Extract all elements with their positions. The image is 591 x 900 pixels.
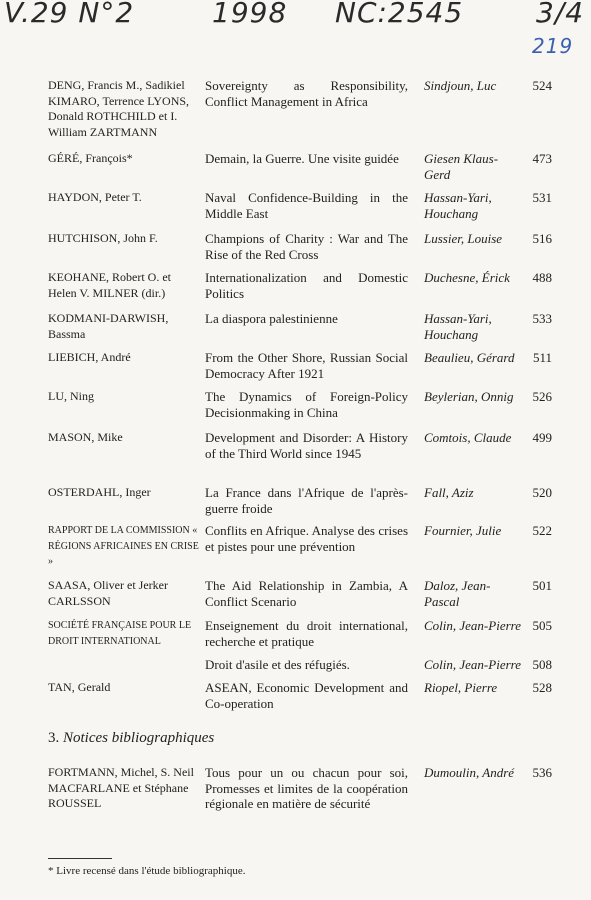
- entry-title: Demain, la Guerre. Une visite guidée: [205, 151, 399, 166]
- handwritten-nc: NC:2545: [335, 0, 464, 29]
- entry-title: From the Other Shore, Russian Social Democracy After 1921: [205, 350, 408, 381]
- entry-author: LU, Ning: [48, 389, 94, 403]
- entry-page: 488: [532, 270, 552, 285]
- entry-title: La France dans l'Afrique de l'après-guerre froide: [205, 485, 408, 516]
- handwritten-fraction: 3/4: [536, 0, 585, 29]
- notice-title: Tous pour un ou chacun pour soi, Promesses et limites de la coopération régionale en matière de sécurité: [205, 765, 408, 811]
- entry-reviewer: Lussier, Louise: [424, 231, 503, 246]
- entry-reviewer: Fournier, Julie: [424, 523, 502, 538]
- entry-page: 516: [532, 231, 552, 246]
- entry-title: Champions of Charity : War and The Rise of the Red Cross: [205, 231, 408, 262]
- handwritten-year: 1998: [212, 0, 288, 29]
- entry-author: KEOHANE, Robert O. et Helen V. MILNER (dir.): [48, 270, 171, 300]
- entry-author: MASON, Mike: [48, 430, 123, 444]
- entry-author: TAN, Gerald: [48, 680, 111, 694]
- entry-page: 520: [532, 485, 552, 500]
- entry-reviewer: Colin, Jean-Pierre: [424, 618, 521, 633]
- section-heading: [48, 730, 214, 747]
- footnote-rule: [48, 858, 112, 859]
- notice-author: FORTMANN, Michel, S. Neil MACFARLANE et Stéphane ROUSSEL: [48, 765, 194, 810]
- entry-reviewer: Colin, Jean-Pierre: [424, 657, 521, 672]
- entry-page: 526: [532, 389, 552, 404]
- notice-reviewer: Dumoulin, André: [424, 765, 515, 780]
- entry-page: 533: [532, 311, 552, 326]
- entry-title: ASEAN, Economic Development and Co-operation: [205, 680, 408, 711]
- entry-author: SAASA, Oliver et Jerker CARLSSON: [48, 578, 168, 608]
- entry-title: Internationalization and Domestic Politics: [205, 270, 408, 301]
- entry-page: 508: [532, 657, 552, 672]
- entry-author: RAPPORT DE LA COMMISSION « RÉGIONS AFRICAINES EN CRISE »: [48, 525, 199, 567]
- section-title: Notices bibliographiques: [63, 730, 215, 746]
- entry-reviewer: Duchesne, Érick: [424, 270, 510, 285]
- entry-page: 511: [532, 350, 552, 365]
- entry-reviewer: Hassan-Yari, Houchang: [424, 311, 492, 342]
- handwritten-annotations: [0, 0, 591, 70]
- entry-author: GÉRÉ, François*: [48, 151, 133, 165]
- entry-title: The Dynamics of Foreign-Policy Decisionmaking in China: [205, 389, 408, 420]
- entry-reviewer: Comtois, Claude: [424, 430, 512, 445]
- footnote: * Livre recensé dans l'étude bibliographique.: [48, 865, 246, 877]
- entry-author: DENG, Francis M., Sadikiel KIMARO, Terrence LYONS, Donald ROTHCHILD et I. William ZARTMANN: [48, 78, 190, 139]
- entry-page: 473: [532, 151, 552, 166]
- entry-reviewer: Beaulieu, Gérard: [424, 350, 515, 365]
- entry-page: 501: [532, 578, 552, 593]
- entry-title: Sovereignty as Responsibility, Conflict Management in Africa: [205, 78, 408, 109]
- entry-title: Droit d'asile et des réfugiés.: [205, 657, 350, 672]
- entry-author: HAYDON, Peter T.: [48, 190, 142, 204]
- entry-title: Development and Disorder: A History of the Third World since 1945: [205, 430, 408, 461]
- entry-reviewer: Giesen Klaus-Gerd: [424, 151, 499, 182]
- entry-reviewer: Hassan-Yari, Houchang: [424, 190, 492, 221]
- entry-title: The Aid Relationship in Zambia, A Conflict Scenario: [205, 578, 408, 609]
- entry-title: Conflits en Afrique. Analyse des crises et pistes pour une prévention: [205, 523, 408, 554]
- entry-page: 522: [532, 523, 552, 538]
- entry-reviewer: Fall, Aziz: [424, 485, 474, 500]
- entry-page: 505: [532, 618, 552, 633]
- entry-author: SOCIÉTÉ FRANÇAISE POUR LE DROIT INTERNATIONAL: [48, 620, 192, 647]
- entry-title: Enseignement du droit international, recherche et pratique: [205, 618, 408, 649]
- entry-page: 531: [532, 190, 552, 205]
- page-stamp: 219: [532, 34, 574, 58]
- entry-page: 528: [532, 680, 552, 695]
- entry-reviewer: Riopel, Pierre: [424, 680, 498, 695]
- handwritten-volume: V.29 N°2: [4, 0, 135, 29]
- entry-page: 524: [532, 78, 552, 93]
- entry-author: HUTCHISON, John F.: [48, 231, 158, 245]
- entry-title: Naval Confidence-Building in the Middle East: [205, 190, 408, 221]
- entry-author: KODMANI-DARWISH, Bassma: [48, 311, 169, 341]
- entry-reviewer: Beylerian, Onnig: [424, 389, 514, 404]
- entry-title: La diaspora palestinienne: [205, 311, 338, 326]
- notice-page: 536: [532, 765, 552, 780]
- entry-author: LIEBICH, André: [48, 350, 131, 364]
- entry-reviewer: Daloz, Jean-Pascal: [424, 578, 491, 609]
- entry-page: 499: [532, 430, 552, 445]
- entry-author: OSTERDAHL, Inger: [48, 485, 151, 499]
- entry-reviewer: Sindjoun, Luc: [424, 78, 497, 93]
- section-number: 3.: [48, 730, 60, 746]
